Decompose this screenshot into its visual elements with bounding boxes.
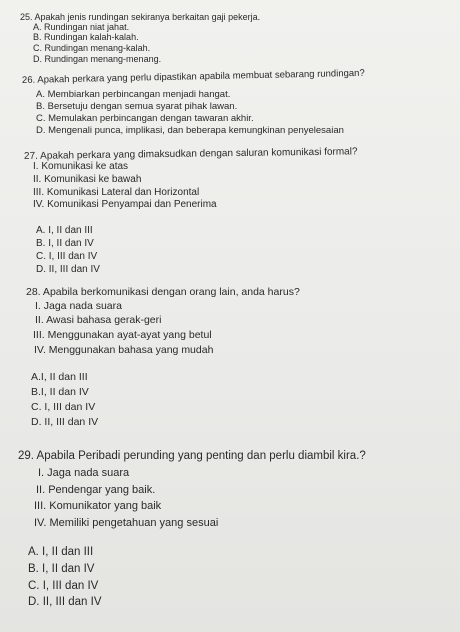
item-iii: III. Komunikator yang baik — [34, 500, 162, 512]
question-text: 26. Apakah perkara yang perlu dipastikan apabila membuat sebarang rundingan? — [21, 67, 365, 86]
question-text: 27. Apakah perkara yang dimaksudkan dengan saluran komunikasi formal? — [23, 146, 358, 162]
option-a: A. I, II dan III — [28, 546, 94, 558]
option-b: B.I, II dan IV — [31, 386, 89, 398]
option-c: C. I, III dan IV — [36, 251, 98, 262]
item-iii: III. Komunikasi Lateral dan Horizontal — [33, 187, 200, 198]
option-a: A. Membiarkan perbincangan menjadi hangat. — [36, 89, 231, 100]
question-text: 29. Apabila Peribadi perunding yang penting dan perlu diambil kira.? — [18, 450, 366, 462]
option-c: C. I, III dan IV — [28, 580, 99, 592]
item-ii: II. Komunikasi ke bawah — [33, 174, 142, 185]
option-b: B. I, II dan IV — [28, 563, 95, 575]
option-c: C. Rundingan menang-kalah. — [33, 43, 151, 53]
item-ii: II. Pendengar yang baik. — [36, 484, 156, 496]
item-i: I. Komunikasi ke atas — [33, 161, 129, 172]
option-d: D. Mengenali punca, implikasi, dan beberapa kemungkinan penyelesaian — [36, 125, 344, 136]
item-iii: III. Menggunakan ayat-ayat yang betul — [33, 329, 212, 341]
option-a: A.I, II dan III — [31, 371, 88, 383]
question-text: 25. Apakah jenis rundingan sekiranya berkaitan gaji pekerja. — [20, 12, 261, 22]
item-ii: II. Awasi bahasa gerak-geri — [35, 314, 162, 326]
item-iv: IV. Memiliki pengetahuan yang sesuai — [34, 517, 219, 529]
option-a: A. I, II dan III — [36, 225, 93, 236]
item-iv: IV. Menggunakan bahasa yang mudah — [34, 344, 214, 356]
option-a: A. Rundingan niat jahat. — [33, 22, 130, 32]
item-i: I. Jaga nada suara — [38, 467, 130, 479]
question-text: 28. Apabila berkomunikasi dengan orang lain, anda harus? — [26, 286, 300, 298]
option-d: D. II, III dan IV — [36, 264, 100, 275]
option-c: C. I, III dan IV — [31, 401, 96, 413]
option-b: B. I, II dan IV — [36, 238, 94, 249]
option-d: D. II, III dan IV — [28, 596, 102, 608]
option-c: C. Memulakan perbincangan dengan tawaran akhir. — [36, 113, 254, 124]
option-b: B. Bersetuju dengan semua syarat pihak lawan. — [36, 101, 238, 112]
item-i: I. Jaga nada suara — [35, 300, 122, 312]
item-iv: IV. Komunikasi Penyampai dan Penerima — [33, 199, 217, 210]
option-d: D. II, III dan IV — [31, 416, 99, 428]
option-b: B. Rundingan kalah-kalah. — [33, 32, 139, 42]
option-d: D. Rundingan menang-menang. — [33, 54, 162, 64]
